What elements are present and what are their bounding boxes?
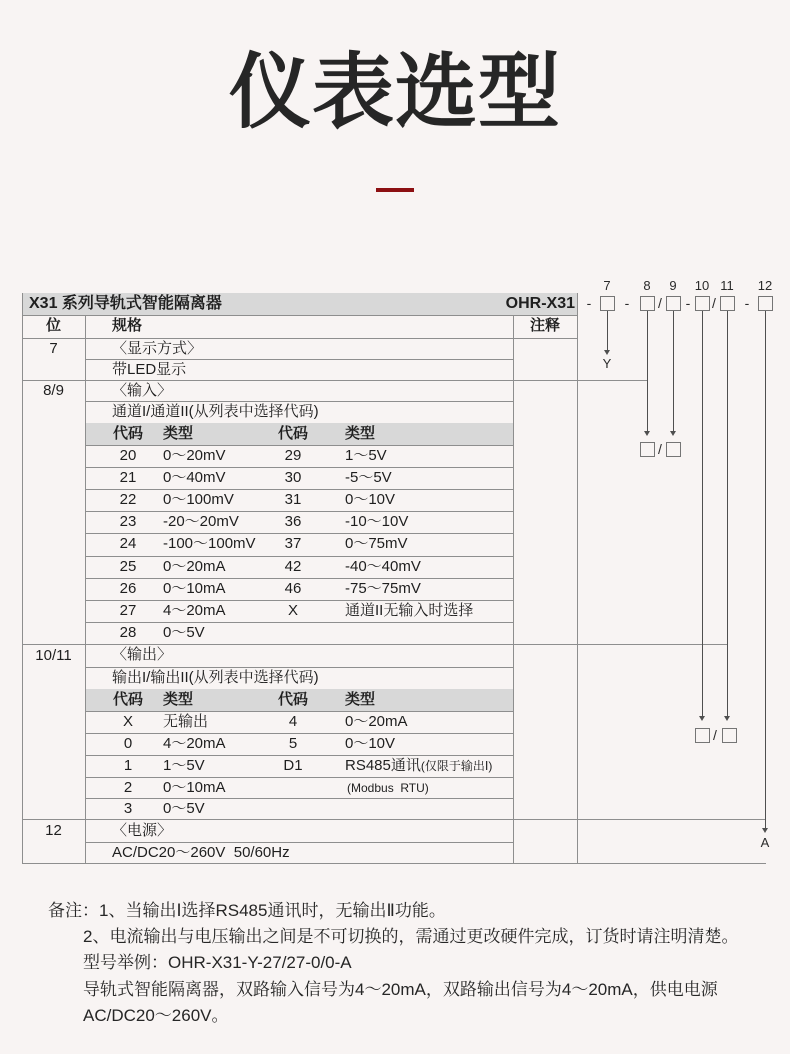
column-header-spec: 规格 (112, 317, 143, 334)
code-dash: - (744, 295, 750, 311)
input-code: 22 (119, 491, 137, 508)
divider-line (85, 733, 513, 734)
input-code: 24 (119, 535, 137, 552)
code-dash: - (586, 295, 592, 311)
divider-line (85, 755, 513, 756)
bit-7: 7 (49, 340, 58, 357)
divider-line (85, 533, 513, 534)
leader-line-7 (607, 311, 608, 350)
input-type: 0～40mV (163, 469, 226, 486)
output-code: 5 (288, 735, 298, 752)
leader-line-8 (647, 311, 648, 431)
code-box-11 (720, 296, 735, 311)
code-box-10 (695, 296, 710, 311)
output-code: D1 (283, 757, 303, 774)
input-type: 0～10mA (163, 580, 226, 597)
note-line-1: 备注：1、当输出Ⅰ选择RS485通讯时，无输出Ⅱ功能。 (48, 901, 446, 920)
title-accent-bar (376, 188, 414, 192)
power-title: 〈电源〉 (112, 822, 173, 839)
output-code: 0 (123, 735, 133, 752)
notes-label: 备注： (48, 901, 99, 920)
input-type: 0～20mV (163, 447, 226, 464)
arrow-down-icon (724, 716, 730, 721)
output-type: 0～20mA (345, 713, 408, 730)
code-box-7 (600, 296, 615, 311)
input-code: 21 (119, 469, 137, 486)
input-code: 25 (119, 558, 137, 575)
divider-line (85, 711, 513, 712)
arrow-down-icon (670, 431, 676, 436)
input-head-type1: 类型 (163, 425, 194, 442)
input-type: 0～20mA (163, 558, 226, 575)
divider-line (22, 338, 577, 339)
code-slash: / (658, 295, 662, 311)
input-code-box-I (640, 442, 655, 457)
divider-line (85, 777, 513, 778)
code-box-8 (640, 296, 655, 311)
power-value: AC/DC20～260V 50/60Hz (112, 844, 290, 861)
input-type: 4～20mA (163, 602, 226, 619)
code-dash: - (685, 295, 691, 311)
output-code: 2 (123, 779, 133, 796)
divider-line (85, 467, 513, 468)
divider-line (85, 798, 513, 799)
column-header-bit: 位 (45, 317, 61, 334)
input-title: 〈输入〉 (112, 382, 173, 399)
code-slash: / (713, 727, 717, 743)
output-code: 1 (123, 757, 133, 774)
output-code: 4 (288, 713, 298, 730)
input-code: 20 (119, 447, 137, 464)
input-type: 通道II无输入时选择 (345, 602, 474, 619)
note-line-4: 导轨式智能隔离器，双路输入信号为4～20mA，双路输出信号为4～20mA，供电电源 (83, 980, 718, 999)
bit-8-9: 8/9 (43, 382, 64, 399)
input-head-code2: 代码 (277, 425, 308, 442)
display-title: 〈显示方式〉 (112, 340, 203, 357)
input-code: 36 (284, 513, 302, 530)
power-code-label: A (760, 835, 770, 850)
code-slash: / (712, 295, 716, 311)
section-line-7 (22, 380, 647, 381)
column-header-note: 注释 (529, 317, 560, 334)
divider-line (22, 315, 577, 316)
digit-9: 9 (669, 278, 677, 293)
code-box-12 (758, 296, 773, 311)
model-prefix: OHR-X31 (505, 295, 575, 312)
digit-8: 8 (643, 278, 651, 293)
input-code: 23 (119, 513, 137, 530)
code-slash: / (658, 441, 662, 457)
output-subtitle: 输出I/输出II(从列表中选择代码) (112, 669, 319, 686)
input-type: -10～10V (345, 513, 409, 530)
display-value: 带LED显示 (112, 361, 187, 378)
divider-line (85, 359, 513, 360)
section-line-10-11 (22, 819, 765, 820)
output-type-note: (仅限于输出Ⅰ) (420, 759, 493, 773)
input-code: 29 (284, 447, 302, 464)
input-subtitle: 通道I/通道II(从列表中选择代码) (112, 403, 319, 420)
input-type: 0～5V (163, 624, 205, 641)
arrow-down-icon (604, 350, 610, 355)
leader-line-9 (673, 311, 674, 431)
column-divider (513, 315, 514, 863)
output-type: 0～5V (163, 800, 205, 817)
input-code: 42 (284, 558, 302, 575)
leader-line-12 (765, 311, 766, 828)
arrow-down-icon (644, 431, 650, 436)
input-code: 46 (284, 580, 302, 597)
input-head-code1: 代码 (112, 425, 143, 442)
digit-11: 11 (720, 278, 734, 293)
column-divider (85, 315, 86, 863)
divider-line (85, 622, 513, 623)
input-type: -75～75mV (345, 580, 421, 597)
divider-line (85, 600, 513, 601)
divider-line (85, 556, 513, 557)
digit-7: 7 (603, 278, 611, 293)
divider-line (85, 445, 513, 446)
input-type: 0～75mV (345, 535, 408, 552)
output-title: 〈输出〉 (112, 646, 173, 663)
digit-10: 10 (694, 278, 710, 293)
input-type: 1～5V (345, 447, 387, 464)
series-title: X31 系列导轨式智能隔离器 (29, 295, 222, 312)
divider-line (85, 401, 513, 402)
arrow-down-icon (762, 828, 768, 833)
divider-line (85, 489, 513, 490)
input-code: 28 (119, 624, 137, 641)
input-type: 0～100mV (163, 491, 234, 508)
output-type: 0～10V (345, 735, 396, 752)
output-code-box-I (695, 728, 710, 743)
input-type: -100～100mV (163, 535, 256, 552)
input-code: 31 (284, 491, 302, 508)
table-bottom-line (22, 863, 766, 864)
section-line-8-9 (22, 644, 727, 645)
leader-line-11 (727, 311, 728, 716)
output-code-box-II (722, 728, 737, 743)
output-code: 3 (123, 800, 133, 817)
input-code: 37 (284, 535, 302, 552)
digit-12: 12 (757, 278, 773, 293)
divider-line (85, 578, 513, 579)
output-head-type1: 类型 (163, 691, 194, 708)
input-head-type2: 类型 (345, 425, 376, 442)
input-code-box-II (666, 442, 681, 457)
output-code: X (122, 713, 133, 730)
input-code: 26 (119, 580, 137, 597)
bit-10-11: 10/11 (35, 647, 72, 664)
divider-line (85, 842, 513, 843)
code-dash: - (624, 295, 630, 311)
input-code: 30 (284, 469, 302, 486)
display-code-label: Y (602, 356, 612, 371)
note-line-5: AC/DC20～260V。 (83, 1006, 229, 1025)
divider-line (85, 667, 513, 668)
input-type: -40～40mV (345, 558, 421, 575)
output-type: 0～10mA (163, 779, 226, 796)
input-code: X (287, 602, 298, 619)
table-header-band (22, 293, 577, 315)
divider-line (85, 511, 513, 512)
output-type: 4～20mA (163, 735, 226, 752)
output-head-type2: 类型 (345, 691, 376, 708)
input-type: 0～10V (345, 491, 396, 508)
leader-line-10 (702, 311, 703, 716)
code-box-9 (666, 296, 681, 311)
output-head-code2: 代码 (277, 691, 308, 708)
output-head-code1: 代码 (112, 691, 143, 708)
page-title: 仪表选型 (228, 47, 561, 138)
output-type: RS485通讯(仅限于输出Ⅰ) (345, 757, 493, 774)
note-line-3: 型号举例：OHR-X31-Y-27/27-0/0-A (83, 953, 352, 972)
table-right-border (577, 293, 578, 863)
input-type: -5～5V (345, 469, 392, 486)
input-code: 27 (119, 602, 137, 619)
output-type: 无输出 (163, 713, 209, 730)
input-type: -20～20mV (163, 513, 239, 530)
table-left-border (22, 293, 23, 863)
output-type-note: (Modbus RTU) (347, 781, 429, 795)
bit-12: 12 (45, 822, 62, 839)
arrow-down-icon (699, 716, 705, 721)
note-line-2: 2、电流输出与电压输出之间是不可切换的，需通过更改硬件完成，订货时请注明清楚。 (83, 927, 739, 946)
output-type: 1～5V (163, 757, 205, 774)
